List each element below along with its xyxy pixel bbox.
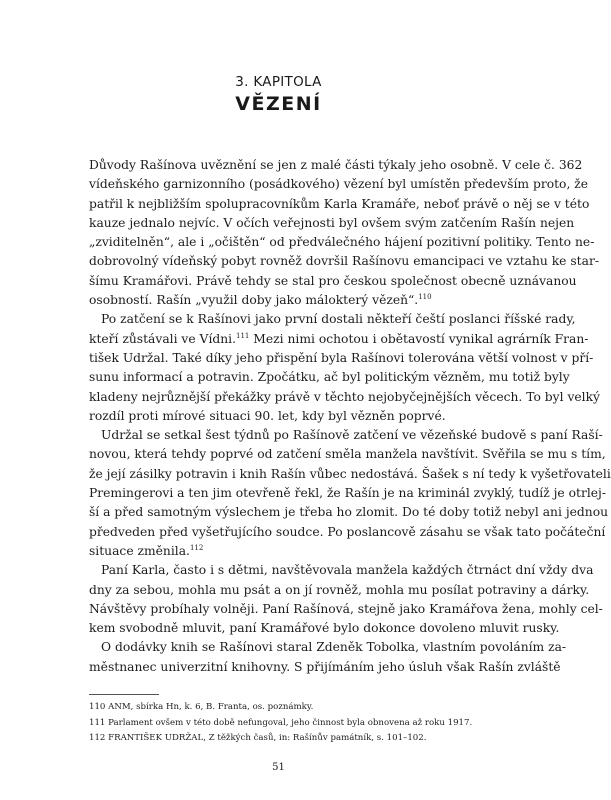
text-line: Návštěvy probíhaly volněji. Paní Rašínová, stejně jako Kramářova žena, mohly cel- [89,601,603,616]
text-line: kauze jednalo nejvíc. V očích veřejnosti byl ovšem svým zatčením Rašín nejen [89,215,575,230]
text-line: rozdíl proti mírové situaci 90. let, kdy byl vězněn poprvé. [89,408,446,423]
footnote-reference: 110 [418,293,432,302]
text-line: Důvody Rašínova uvěznění se jen z malé části týkaly jeho osobně. V cele č. 362 [89,158,583,172]
chapter-title: VĚZENÍ [235,93,322,115]
chapter-number: 3. KAPITOLA [235,74,322,90]
text-line: „zviditelněn“, ale i „očištěn“ od předválečného hájení pozitivní politiky. Tento ne- [89,235,595,250]
paragraph [89,156,599,310]
text-line: kteří zůstávali ve Vídni.$^{111}$ Mezi nimi ochotou i obětavostí vynikal agrárník Fran- [89,331,589,346]
text-line: městnanec univerzitní knihovny. S přijímáním jeho úsluh však Rašín zvláště [89,659,561,674]
text-line: předveden před vyšetřujícího soudce. Po poslancově zásahu se však tato počáteční [89,524,606,539]
footnote: 110 ANM, sbírka Hn, k. 6, B. Franta, os. poznámky. [89,702,314,712]
paragraph [89,310,600,426]
text-line: dobrovolný vídeňský pobyt rovněž dovršil Rašínovu emancipaci ve vztahu ke star- [89,254,599,269]
footnote-reference: 111 [236,331,250,340]
text-line: kem svobodně mluvit, paní Kramářové bylo dokonce dovoleno mluvit rusky. [89,621,560,636]
body-text [89,156,611,677]
text-line: sunu informací a potravin. Zpočátku, ač byl politickým vězněm, mu totiž byly [89,370,570,385]
text-line: vídeňského garnizonního (posádkového) vězení byl umístěn především proto, že [89,177,589,192]
paragraph [89,426,611,561]
text-line: kladeny nejrůznější překážky právě v těchto nejobyčejnějších věcech. To byl velký [89,389,600,404]
footnote: 112 FRANTIŠEK UDRŽAL, Z těžkých časů, in: Rašínův památník, s. 101–102. [89,733,427,743]
text-line: že její zásilky potravin i knih Rašín vůbec nedostává. Šašek s ní tedy k vyšetřovateli [89,466,611,481]
text-line: šímu Kramářovi. Právě tehdy se stal pro českou společnost obecně uznávanou [89,273,577,288]
text-line: osobností. Rašín „využil doby jako málokterý vězeň“.$^{110}$ [89,293,432,308]
text-line: novou, která tehdy poprvé od zatčení směla manžela navštívit. Svěřila se mu s tím, [89,447,606,462]
text-line: Paní Karla, často i s dětmi, navštěvovala manžela každých čtrnáct dní vždy dva [101,563,594,578]
text-line: dny za sebou, mohla mu psát a on jí rovněž, mohla mu posílat potraviny a dárky. [89,582,590,597]
text-line: O dodávky knih se Rašínovi staral Zdeněk Tobolka, vlastním povoláním za- [101,640,567,655]
paragraph [89,561,603,638]
paragraph [89,638,567,677]
footnote: 111 Parlament ovšem v této době nefungoval, jeho činnost byla obnovena až roku 1917. [89,717,473,728]
footnote-divider [89,694,159,695]
text-line: Udržal se setkal šest týdnů po Rašínově zatčení ve vězeňské budově s paní Raší- [101,428,603,443]
text-line: patřil k nejbližším spolupracovníkům Karla Kramáře, neboť právě o něj se v této [89,196,590,211]
text-line: tišek Udržal. Také díky jeho přispění byla Rašínovi tolerována větší volnost v pří- [89,350,594,365]
text-line: Premingerovi a ten jim otevřeně řekl, že Rašín je na kriminál zvyklý, tudíž je otrlej- [89,486,607,501]
footnote-reference: 112 [189,543,204,552]
text-line: ší a před samotným výslechem je třeba ho zlomit. Do té doby totiž nebyl ani jednou [89,505,609,520]
footnotes [89,700,491,747]
text-line: Po zatčení se k Rašínovi jako první dostali někteří čeští poslanci říšské rady, [101,312,576,327]
text-line: situace změnila.$^{112}$ [89,543,204,558]
page-number: 51 [272,762,285,773]
